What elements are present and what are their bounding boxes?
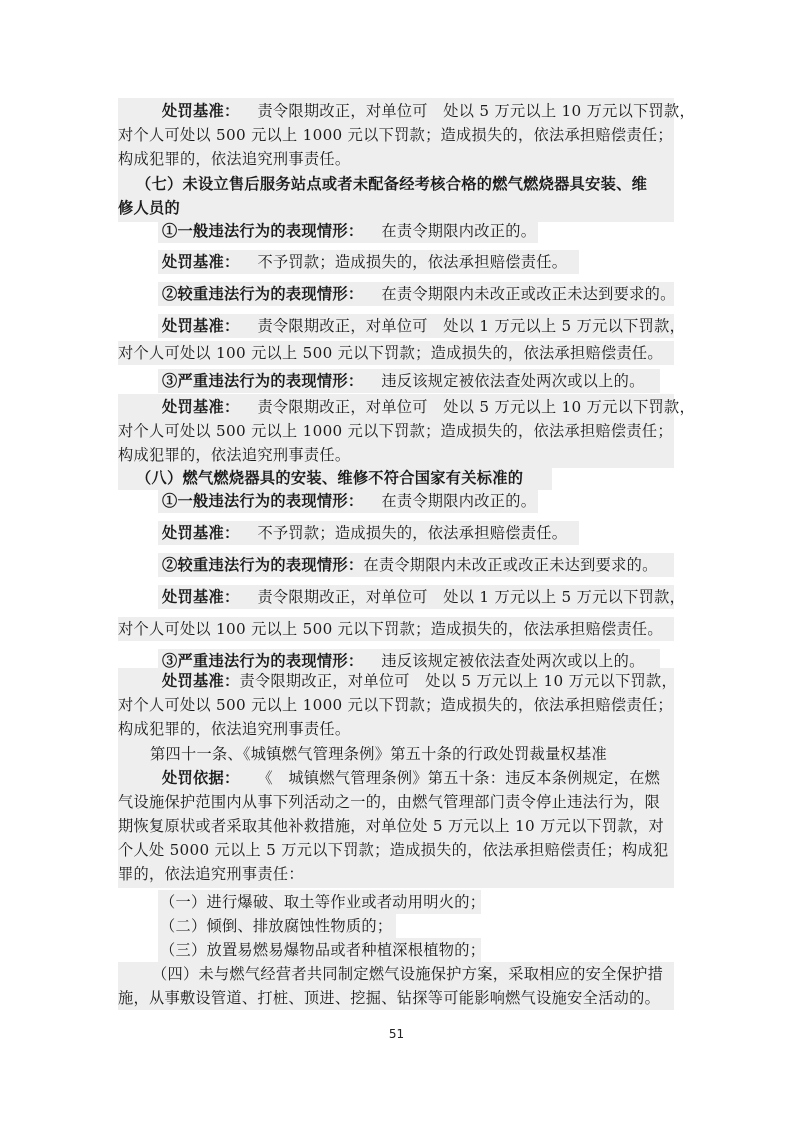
list-item bbox=[0, 914, 793, 939]
section-heading bbox=[0, 172, 793, 197]
section-heading bbox=[0, 196, 793, 221]
text-line bbox=[0, 369, 793, 394]
line-text: 气设施保护范围内从事下列活动之一的，由燃气管理部门责令停止违法行为，限 bbox=[118, 793, 661, 811]
list-item bbox=[0, 938, 793, 963]
text-line bbox=[0, 766, 793, 791]
line-label: ②较重违法行为的表现情形： bbox=[162, 556, 364, 574]
text-line bbox=[0, 443, 793, 468]
text-line bbox=[0, 123, 793, 148]
line-text: 在责令期限内改正的。 bbox=[381, 492, 537, 510]
line-text: 对个人可处以 500 元以上 1000 元以下罚款；造成损失的，依法承担赔偿责任； bbox=[118, 696, 673, 714]
line-text: （二）倾倒、排放腐蚀性物质的； bbox=[160, 917, 393, 935]
section-heading bbox=[0, 466, 793, 491]
line-text: 对个人可处以 100 元以上 500 元以下罚款；造成损失的，依法承担赔偿责任。 bbox=[118, 620, 663, 638]
heading-text: （七）未设立售后服务站点或者未配备经考核合格的燃气燃烧器具安装、维 bbox=[136, 175, 648, 193]
line-text: 构成犯罪的，依法追究刑事责任。 bbox=[118, 150, 351, 168]
heading-text: （八）燃气燃烧器具的安装、维修不符合国家有关标准的 bbox=[136, 469, 524, 487]
line-text: 对个人可处以 100 元以上 500 元以下罚款；造成损失的，依法承担赔偿责任。 bbox=[118, 344, 663, 362]
line-text: （四）未与燃气经营者共同制定燃气设施保护方案，采取相应的安全保护措 bbox=[152, 965, 664, 983]
text-line bbox=[0, 99, 793, 124]
text-line bbox=[0, 147, 793, 172]
text-line bbox=[0, 419, 793, 444]
line-label: 处罚基准： bbox=[162, 524, 240, 542]
line-text: 在责令期限内未改正或改正未达到要求的。 bbox=[363, 556, 658, 574]
text-line bbox=[0, 862, 793, 887]
line-text: 不予罚款；造成损失的，依法承担赔偿责任。 bbox=[257, 253, 568, 271]
line-label: ①一般违法行为的表现情形： bbox=[162, 222, 364, 240]
line-label: 处罚基准： bbox=[162, 253, 240, 271]
text-line bbox=[0, 219, 793, 244]
list-item bbox=[0, 962, 793, 987]
line-text: 在责令期限内改正的。 bbox=[381, 222, 537, 240]
line-text: 对个人可处以 500 元以上 1000 元以下罚款；造成损失的，依法承担赔偿责任； bbox=[118, 422, 673, 440]
heading-text: 修人员的 bbox=[118, 199, 180, 217]
line-text: 个人处 5000 元以上 5 万元以下罚款；造成损失的，依法承担赔偿责任；构成犯 bbox=[118, 841, 669, 859]
text-line bbox=[0, 521, 793, 546]
line-text: 责令限期改正，对单位可 处以 5 万元以上 10 万元以下罚款， bbox=[257, 398, 696, 416]
line-text: 期恢复原状或者采取其他补救措施，对单位处 5 万元以上 10 万元以下罚款，对 bbox=[118, 817, 664, 835]
line-text: 违反该规定被依法查处两次或以上的。 bbox=[381, 372, 645, 390]
line-text: 构成犯罪的，依法追究刑事责任。 bbox=[118, 720, 351, 738]
line-label: 处罚基准： bbox=[162, 588, 240, 606]
line-text: 违反该规定被依法查处两次或以上的。 bbox=[381, 652, 645, 670]
line-text: （三）放置易燃易爆物品或者种植深根植物的； bbox=[160, 941, 486, 959]
line-text: 对个人可处以 500 元以上 1000 元以下罚款；造成损失的，依法承担赔偿责任； bbox=[118, 126, 673, 144]
line-text: 构成犯罪的，依法追究刑事责任。 bbox=[118, 446, 351, 464]
text-line bbox=[0, 838, 793, 863]
text-line bbox=[0, 986, 793, 1011]
text-line bbox=[0, 693, 793, 718]
line-text: 施，从事敷设管道、打桩、顶进、挖掘、钻探等可能影响燃气设施安全活动的。 bbox=[118, 989, 661, 1007]
line-text: 《 城镇燃气管理条例》第五十条：违反本条例规定，在燃 bbox=[257, 769, 661, 787]
line-label: ②较重违法行为的表现情形： bbox=[162, 285, 364, 303]
text-line bbox=[0, 553, 793, 578]
text-line bbox=[0, 341, 793, 366]
text-line bbox=[0, 814, 793, 839]
line-text: 责令限期改正，对单位可 处以 5 万元以上 10 万元以下罚款， bbox=[239, 672, 678, 690]
line-label: 处罚基准： bbox=[162, 317, 240, 335]
line-label: ③严重违法行为的表现情形： bbox=[162, 372, 364, 390]
text-line bbox=[0, 717, 793, 742]
line-text: （一）进行爆破、取土等作业或者动用明火的； bbox=[160, 893, 486, 911]
text-line bbox=[0, 395, 793, 420]
line-text: 在责令期限内未改正或改正未达到要求的。 bbox=[381, 285, 676, 303]
text-line bbox=[0, 669, 793, 694]
list-item bbox=[0, 890, 793, 915]
line-label: ③严重违法行为的表现情形： bbox=[162, 652, 364, 670]
line-text: 罪的，依法追究刑事责任： bbox=[118, 865, 304, 883]
line-label: 处罚依据： bbox=[162, 769, 240, 787]
text-line bbox=[0, 585, 793, 610]
line-text: 责令限期改正，对单位可 处以 1 万元以上 5 万元以下罚款， bbox=[257, 317, 686, 335]
text-line bbox=[0, 489, 793, 514]
line-text: 第四十一条、《城镇燃气管理条例》第五十条的行政处罚裁量权基准 bbox=[150, 745, 608, 763]
page-number: 51 bbox=[388, 1027, 405, 1041]
line-label: 处罚基准： bbox=[162, 672, 240, 690]
line-label: 处罚基准： bbox=[162, 398, 240, 416]
line-text: 责令限期改正，对单位可 处以 1 万元以上 5 万元以下罚款， bbox=[257, 588, 686, 606]
article-title bbox=[0, 742, 793, 767]
text-line bbox=[0, 282, 793, 307]
text-line bbox=[0, 617, 793, 642]
line-text: 不予罚款；造成损失的，依法承担赔偿责任。 bbox=[257, 524, 568, 542]
text-line bbox=[0, 314, 793, 339]
line-text: 责令限期改正，对单位可 处以 5 万元以上 10 万元以下罚款， bbox=[257, 102, 696, 120]
text-line bbox=[0, 790, 793, 815]
line-label: 处罚基准： bbox=[162, 102, 240, 120]
text-line bbox=[0, 250, 793, 275]
line-label: ①一般违法行为的表现情形： bbox=[162, 492, 364, 510]
